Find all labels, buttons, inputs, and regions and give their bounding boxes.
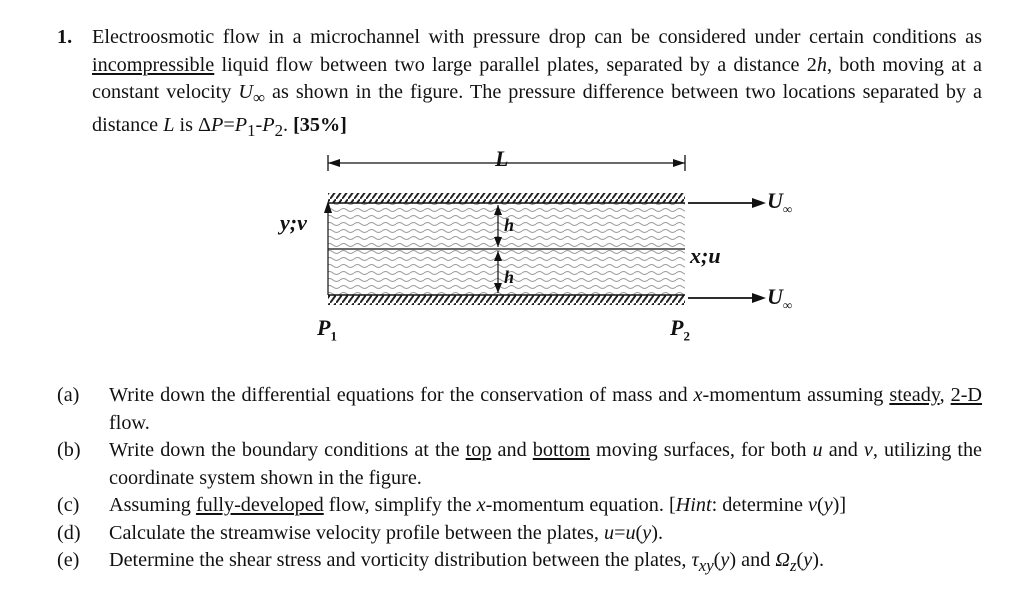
label-x-axis: x;u [690,243,721,268]
problem-number: 1. [57,26,73,48]
problem-text: Electroosmotic flow in a microchannel with pressure drop can be considered under certain conditions as incompressible liquid flow between two large parallel plates, separated by a distance 2h, both moving at a constant velocity $U_\infty$ as shown in the figure. The pressure difference between two locations separated by a distance L is $\Delta P=P_1-P_2$. [35%] [92,26,982,140]
label-p2: $P_2$ [670,315,690,344]
part-e: (e) Determine the shear stress and vorticity distribution between the plates, $\tau_{xy}(y)$ and $\Omega_z(y)$. [57,549,824,576]
bottom-plate [328,295,685,305]
label-length: L [495,146,509,171]
part-a: (a) Write down the differential equations for the conservation of mass and x-momentum assuming steady, 2-D flow. [57,384,983,434]
part-c: (c) Assuming fully-developed flow, simplify the x-momentum equation. [Hint: determine v(y)] [57,494,847,516]
question-parts [57,382,982,580]
part-b: (b) Write down the boundary conditions at the top and bottom moving surfaces, for both u and v, utilizing the coordinate system shown in the figure. [57,439,983,489]
label-y-axis: y;v [280,210,307,235]
label-p1: $P_1$ [317,315,337,344]
top-plate [328,193,685,203]
problem-statement [57,24,982,144]
channel-figure [270,143,793,353]
part-d: (d) Calculate the streamwise velocity profile between the plates, u=u(y). [57,521,664,544]
marks-badge: [35%] [293,113,347,136]
label-bottom-velocity: $U_\infty$ [767,284,793,313]
label-h-top: h [504,215,515,235]
label-top-velocity: $U_\infty$ [767,188,793,217]
label-h-bottom: h [504,267,515,287]
